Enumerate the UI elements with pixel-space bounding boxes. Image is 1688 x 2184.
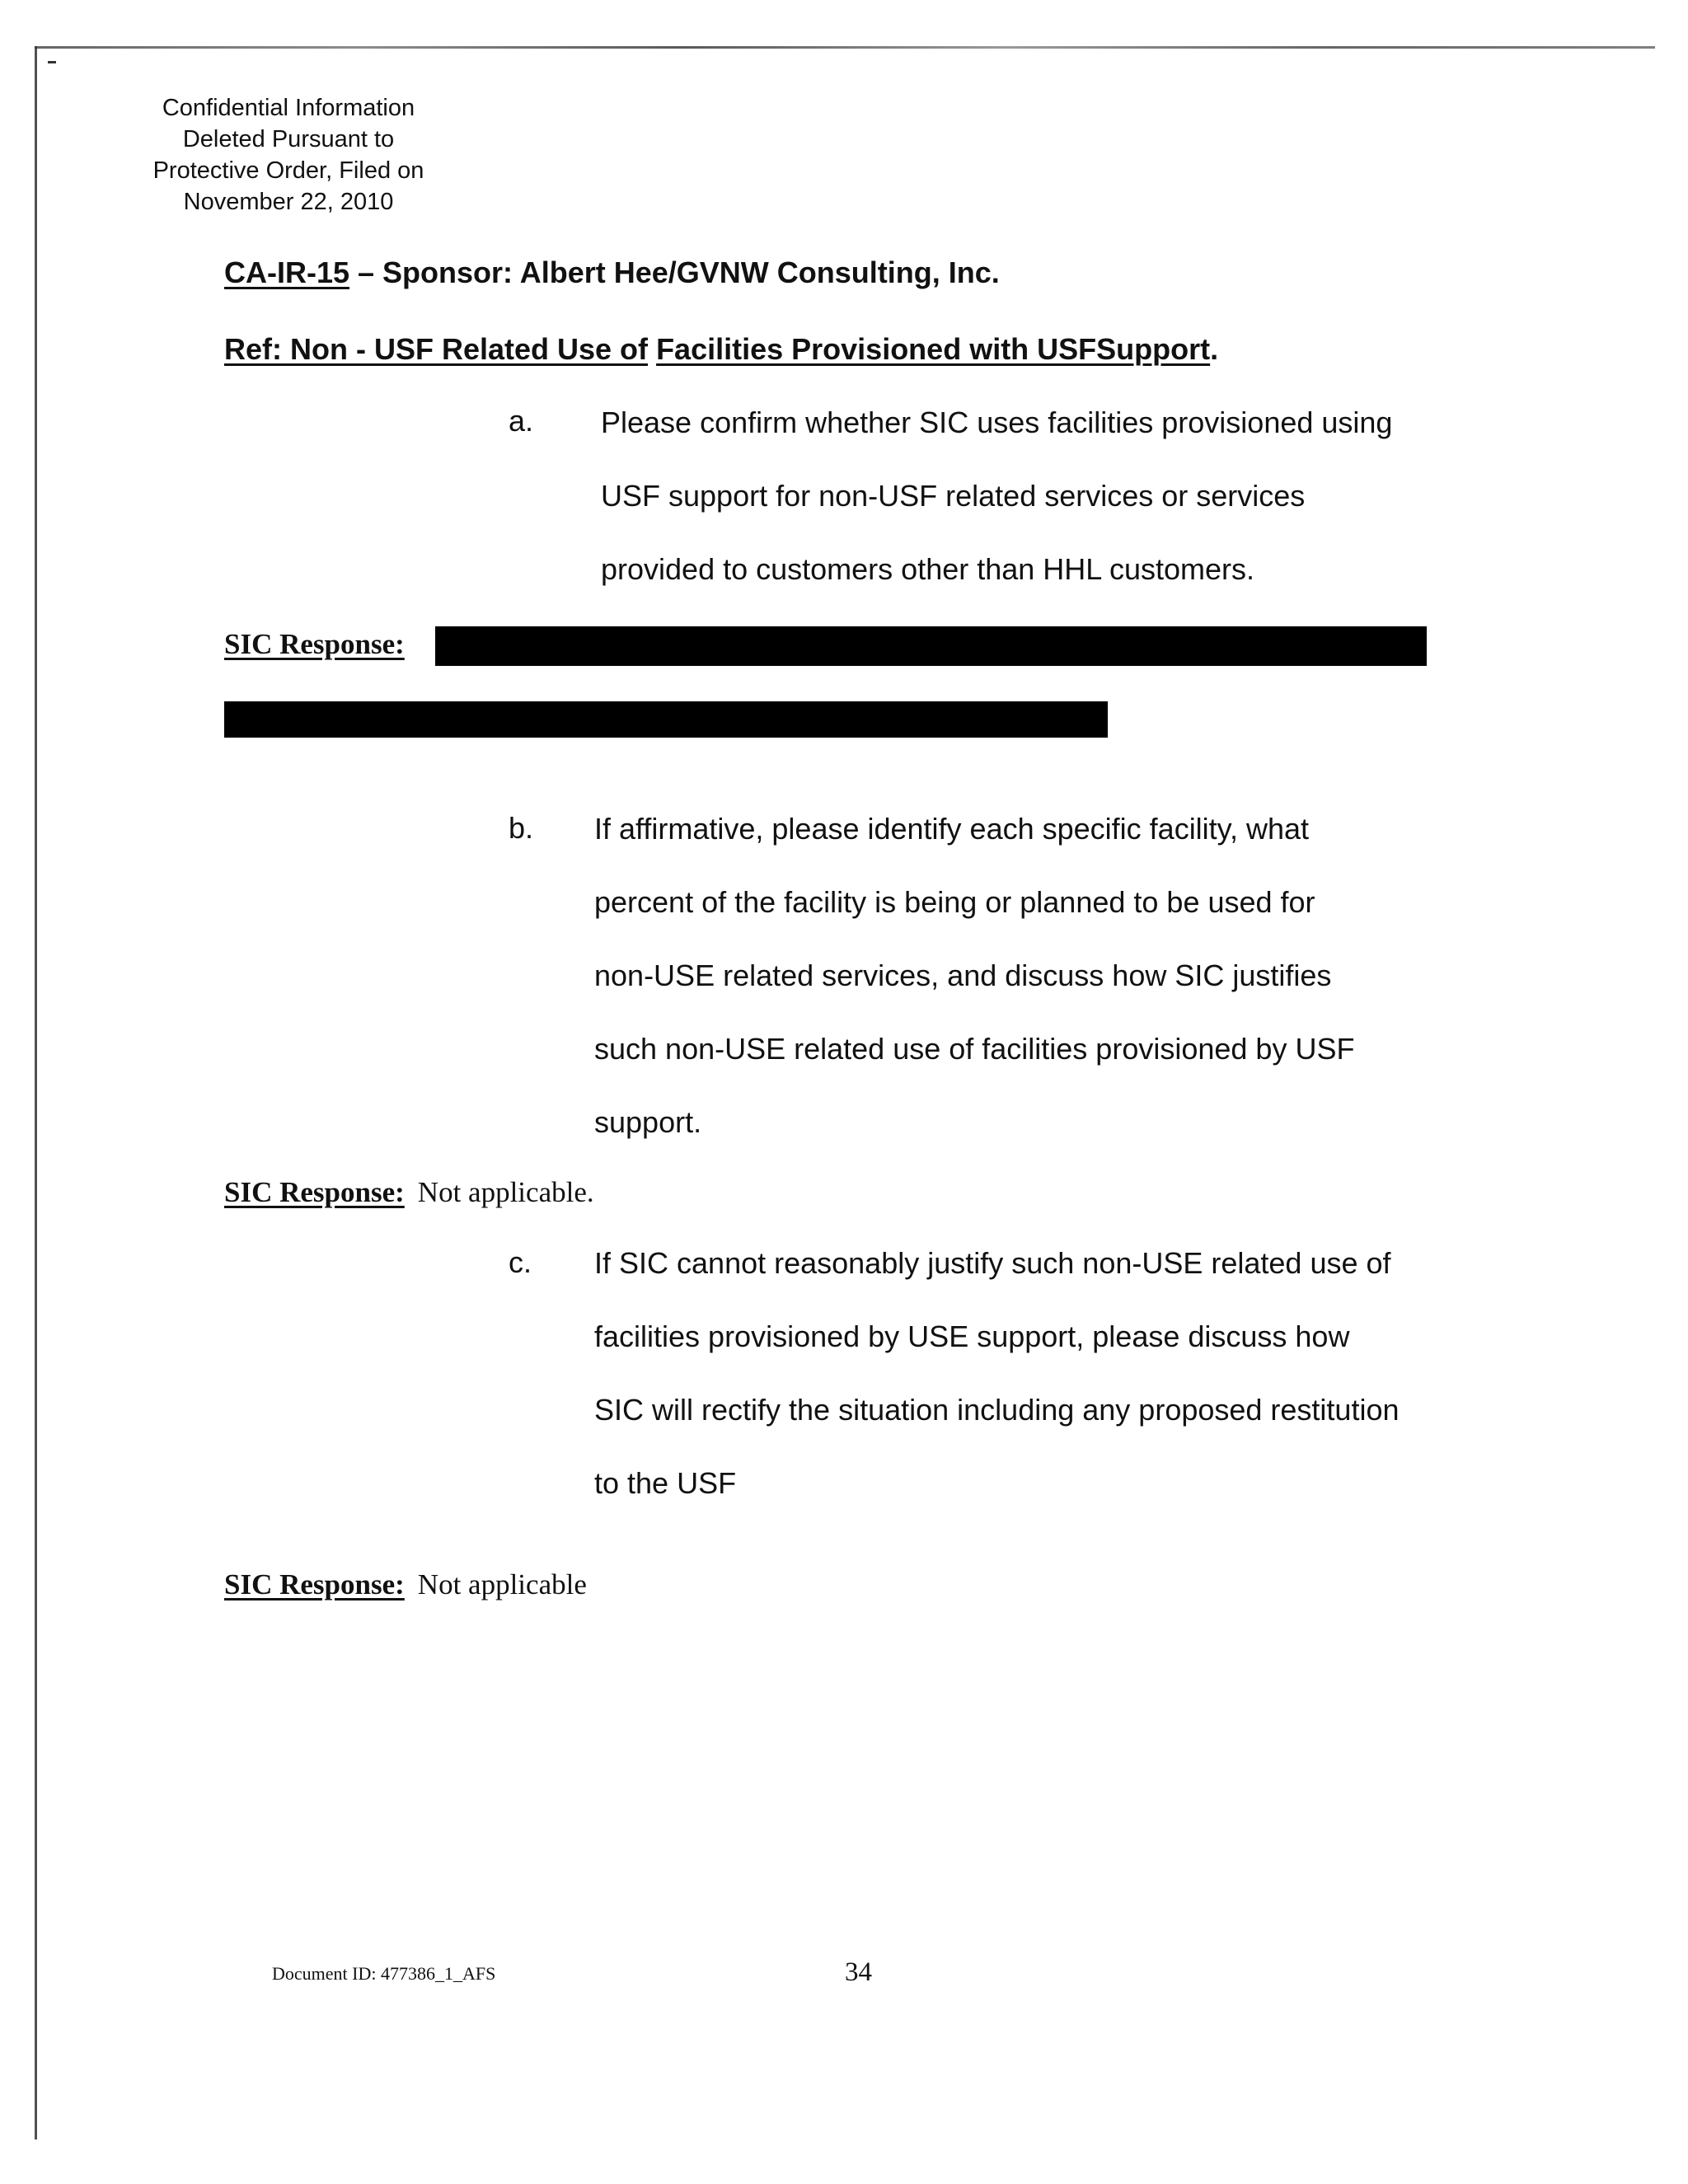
stamp-line-4: November 22, 2010 xyxy=(183,189,394,215)
request-id: CA-IR-15 xyxy=(224,255,350,289)
scan-border-top xyxy=(35,46,1655,49)
item-a-line-1: Please confirm whether SIC uses facilities provisioned using xyxy=(601,405,1393,439)
response-c xyxy=(224,1568,587,1601)
response-b-label: SIC Response: xyxy=(224,1176,405,1208)
response-a-label: SIC Response: xyxy=(224,628,405,660)
stamp-line-1: Confidential Information xyxy=(162,95,415,121)
item-a-letter: a. xyxy=(509,404,534,438)
page-number: 34 xyxy=(845,1957,872,1987)
item-c-line-4: to the USF xyxy=(594,1466,737,1500)
item-c-line-3: SIC will rectify the situation including any proposed restitution xyxy=(594,1393,1400,1427)
request-heading xyxy=(224,255,1000,290)
item-b-line-5: support. xyxy=(594,1105,702,1139)
response-a xyxy=(224,628,418,661)
scan-border-left xyxy=(35,46,37,2139)
stamp-line-2: Deleted Pursuant to xyxy=(182,126,395,152)
item-c-line-1: If SIC cannot reasonably justify such non-USE related use of xyxy=(594,1246,1391,1280)
reference-part-2: Facilities Provisioned with USFSupport xyxy=(656,332,1211,366)
confidential-stamp xyxy=(124,92,453,218)
response-c-label: SIC Response: xyxy=(224,1568,405,1601)
item-b-letter: b. xyxy=(509,811,534,845)
response-c-text: Not applicable xyxy=(417,1568,587,1601)
item-a-line-2: USF support for non-USF related services or services xyxy=(601,479,1306,513)
item-c-text xyxy=(594,1226,1400,1520)
item-b-line-4: such non-USE related use of facilities provisioned by USF xyxy=(594,1032,1355,1066)
item-a-line-3: provided to customers other than HHL customers. xyxy=(601,552,1255,586)
item-b-line-1: If affirmative, please identify each specific facility, what xyxy=(594,812,1310,846)
item-b-line-3: non-USE related services, and discuss how SIC justifies xyxy=(594,958,1332,992)
item-c-letter: c. xyxy=(509,1245,532,1279)
item-c-line-2: facilities provisioned by USE support, please discuss how xyxy=(594,1319,1350,1353)
reference-heading xyxy=(224,332,1218,367)
scan-mark xyxy=(48,61,56,63)
reference-end: . xyxy=(1210,332,1219,366)
redaction-bar-1 xyxy=(435,626,1427,666)
item-b-line-2: percent of the facility is being or planned to be used for xyxy=(594,885,1315,919)
reference-part-1: Ref: Non - USF Related Use of xyxy=(224,332,649,366)
document-id: Document ID: 477386_1_AFS xyxy=(272,1963,496,1984)
response-b-text: Not applicable. xyxy=(417,1176,594,1208)
stamp-line-3: Protective Order, Filed on xyxy=(152,157,424,184)
redaction-bar-2 xyxy=(224,701,1108,738)
item-b-text xyxy=(594,792,1354,1159)
response-b xyxy=(224,1176,594,1209)
item-a-text xyxy=(601,386,1392,606)
sponsor-text: – Sponsor: Albert Hee/GVNW Consulting, Inc. xyxy=(349,255,1000,289)
